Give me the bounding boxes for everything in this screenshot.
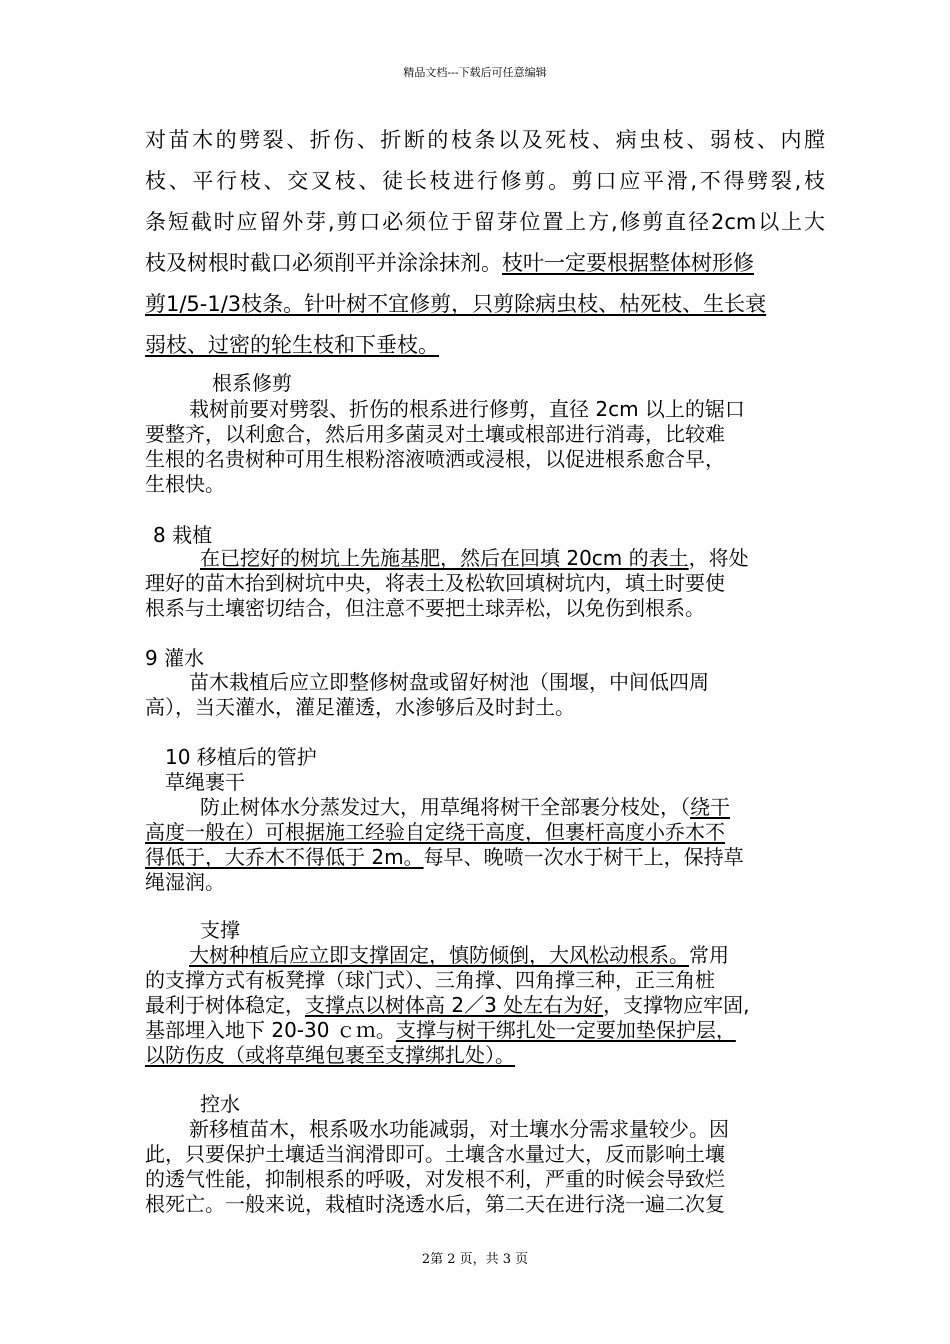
underlined-text: 支撑点以树体高 2／3 处左右为好 [305,993,604,1017]
section-heading: 9 灌水 [145,646,205,670]
text-run: ，将处 [688,546,749,570]
underlined-text: 枝叶一定要根据整体树形修 [502,251,754,275]
page-header: 精品文档---下载后可任意编辑 [403,66,547,79]
text-line: 理好的苗木抬到树坑中央，将表土及松软回填树坑内，填土时要使 [145,571,725,595]
text-line: 的透气性能，抑制根系的呼吸，对发根不利，严重的时候会导致烂 [145,1167,725,1191]
text-line [145,820,825,845]
text-run: 枝及树根时截口必须削平并涂涂抹剂。 [145,251,502,275]
section-heading: 8 栽植 [153,523,213,547]
paragraph-water-control [145,1117,825,1217]
text-line: 的支撑方式有板凳撑（球门式）、三角撑、四角撑三种，正三角桩 [145,968,715,992]
section-heading: 10 移植后的管护 [165,745,317,769]
paragraph-trunk-wrapping [145,795,825,895]
text-run: 常用 [689,943,729,967]
underlined-text: 以防伤皮（或将草绳包裹至支撑绑扎处）。 [145,1043,515,1067]
underlined-text: 支撑与树干绑扎处一定要加垫保护层， [395,1018,736,1042]
text-line: 绳湿润。 [145,870,225,894]
underlined-text: 剪1/5-1/3枝条。针叶树不宜修剪，只剪除病虫枝、枯死枝、生长衰 [145,292,767,316]
text-run: 最利于树体稳定， [145,993,305,1017]
text-line [145,546,825,571]
text-run: ，支撑物应牢固, [603,993,750,1017]
underlined-text: 绕干 [690,795,730,819]
text-line: 条短截时应留外芽,剪口必须位于留芽位置上方,修剪直径2cm以上大 [145,210,825,234]
text-line: 新移植苗木，根系吸水功能减弱，对土壤水分需求量较少。因 [189,1117,729,1141]
text-line [145,1018,825,1043]
text-line [145,845,825,870]
text-line [145,795,825,820]
page-footer: 2第 2 页，共 3 页 [421,1252,529,1267]
text-line [145,1043,825,1068]
text-line: 根系与土壤密切结合，但注意不要把土球弄松，以免伤到根系。 [145,596,705,620]
underlined-text: 在已挖好的树坑上先施基肥，然后在回填 20cm 的表土 [200,546,689,570]
paragraph-planting [145,546,825,621]
underlined-text: 高度一般在）可根据施工经验自定绕干高度，但裹杆高度小乔木不 [145,820,725,844]
text-line [145,943,825,968]
paragraph-root-pruning [145,397,825,497]
text-run: 基部埋入地下 20-30 ｃｍ。 [145,1018,396,1042]
text-line: 苗木栽植后应立即整修树盘或留好树池（围堰，中间低四周 [189,670,709,694]
underlined-text: 得低于，大乔木不得低于 2m。 [145,845,424,869]
text-line: 生根的名贵树种可用生根粉溶液喷洒或浸根，以促进根系愈合早， [145,447,725,471]
paragraph-pruning [145,120,825,366]
text-line: 栽树前要对劈裂、折伤的根系进行修剪，直径 2cm 以上的锯口 [189,397,745,421]
underlined-text: 大树种植后应立即支撑固定，慎防倾倒，大风松动根系。 [189,943,689,967]
text-line: 此，只要保护土壤适当润滑即可。土壤含水量过大，反而影响土壤 [145,1142,725,1166]
text-line: 高），当天灌水，灌足灌透，水渗够后及时封土。 [145,695,575,719]
section-heading: 控水 [200,1092,240,1116]
text-line [145,284,825,325]
paragraph-staking [145,943,825,1068]
section-heading: 草绳裹干 [165,770,245,794]
text-line: 要整齐，以利愈合，然后用多菌灵对土壤或根部进行消毒，比较难 [145,422,725,446]
text-run: 每早、晚喷一次水于树干上，保持草 [423,845,744,869]
text-line [145,325,825,366]
text-line: 对苗木的劈裂、折伤、折断的枝条以及死枝、病虫枝、弱枝、内膛 [145,128,825,152]
text-line [145,243,825,284]
paragraph-watering [145,670,825,720]
text-line: 生根快。 [145,472,225,496]
text-line: 根死亡。一般来说，栽植时浇透水后，第二天在进行浇一遍二次复 [145,1192,725,1216]
text-run: 防止树体水分蒸发过大，用草绳将树干全部裹分枝处，（ [200,795,690,819]
text-line: 枝、平行枝、交叉枝、徒长枝进行修剪。剪口应平滑,不得劈裂,枝 [145,169,825,193]
text-line [145,993,825,1018]
underlined-text: 弱枝、过密的轮生枝和下垂枝。 [145,333,439,357]
section-heading: 根系修剪 [212,371,292,395]
section-heading: 支撑 [200,918,240,942]
